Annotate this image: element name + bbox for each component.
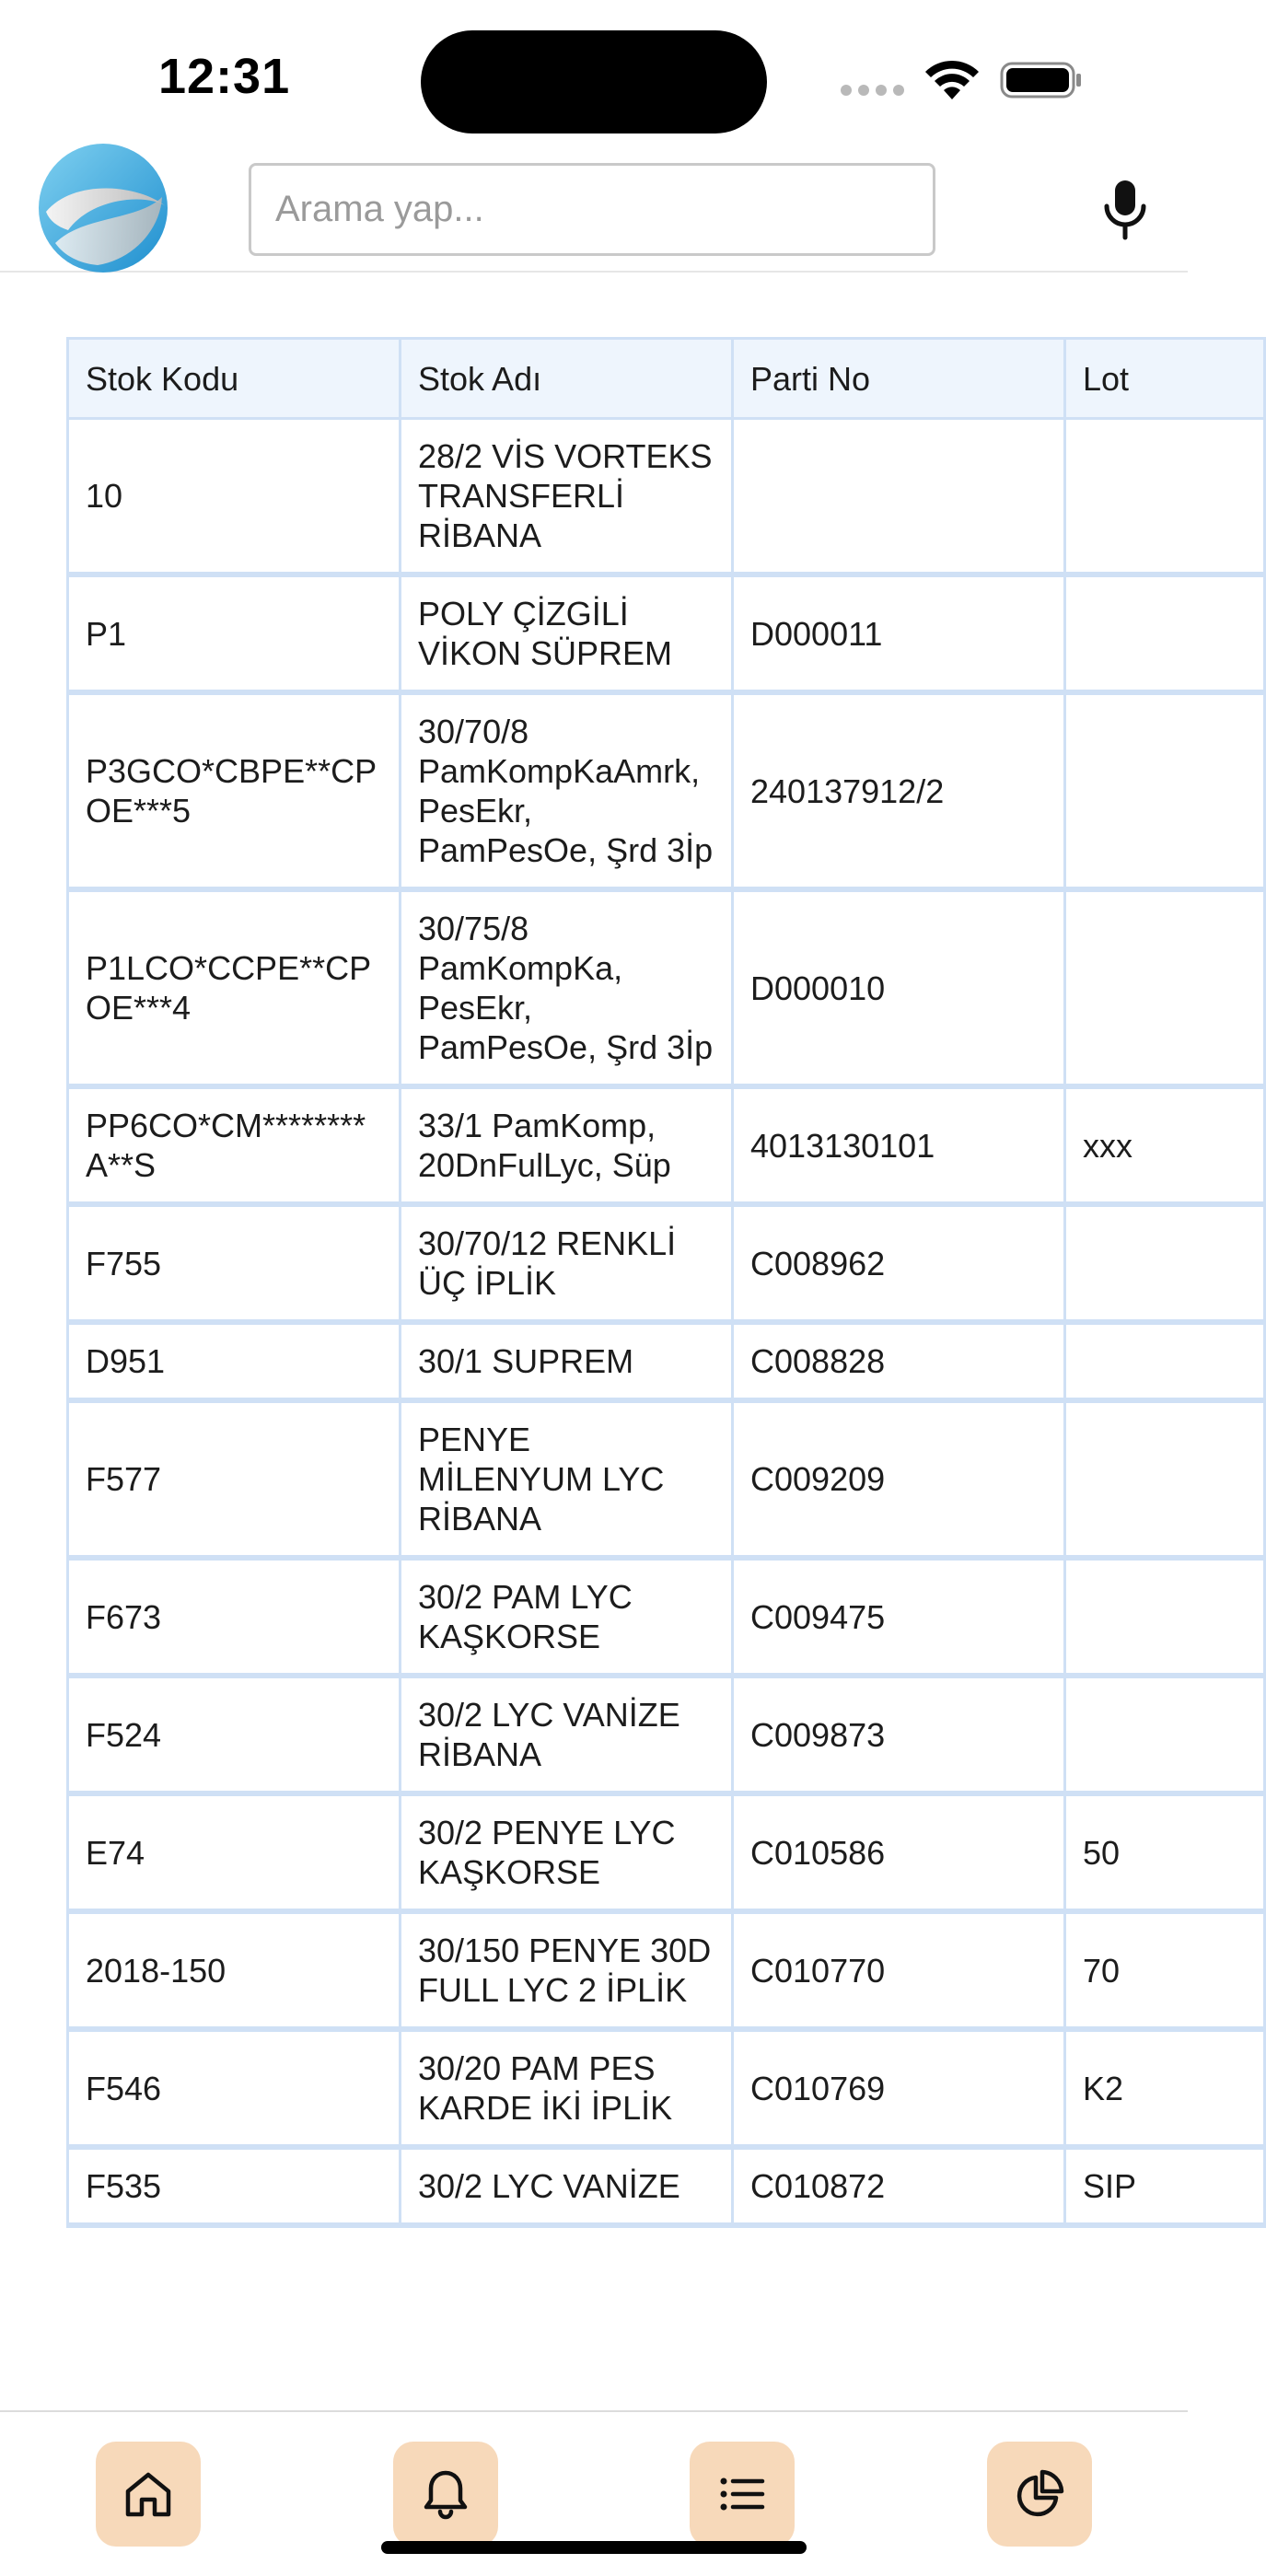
cell-batch-no: C009209: [733, 1400, 1065, 1558]
cell-batch-no: C010770: [733, 1911, 1065, 2029]
cell-stock-name: 33/1 PamKomp, 20DnFulLyc, Süp: [401, 1086, 733, 1204]
table-row[interactable]: [68, 1793, 1265, 1911]
cell-stock-name: 30/2 LYC VANİZE RİBANA: [401, 1676, 733, 1793]
cell-stock-code: 2018-150: [68, 1911, 401, 2029]
table-row[interactable]: [68, 2029, 1265, 2147]
cell-lot: [1065, 1400, 1265, 1558]
cell-stock-code: F546: [68, 2029, 401, 2147]
cell-batch-no: C009475: [733, 1558, 1065, 1676]
table-row[interactable]: [68, 1911, 1265, 2029]
cell-batch-no: C008828: [733, 1322, 1065, 1400]
cell-stock-name: 28/2 VİS VORTEKS TRANSFERLİ RİBANA: [401, 419, 733, 575]
stock-table: [66, 337, 1266, 2228]
cell-lot: [1065, 1204, 1265, 1322]
cell-batch-no: 240137912/2: [733, 692, 1065, 889]
bell-icon: [418, 2466, 473, 2522]
cell-stock-name: 30/2 PAM LYC KAŞKORSE: [401, 1558, 733, 1676]
cell-stock-code: F673: [68, 1558, 401, 1676]
cell-stock-code: E74: [68, 1793, 401, 1911]
cell-stock-code: P1LCO*CCPE**CPOE***4: [68, 889, 401, 1086]
status-time: 12:31: [158, 49, 291, 104]
cell-lot: [1065, 574, 1265, 692]
cell-stock-code: PP6CO*CM********A**S: [68, 1086, 401, 1204]
table-row[interactable]: [68, 1086, 1265, 1204]
cell-batch-no: 4013130101: [733, 1086, 1065, 1204]
cell-lot: [1065, 692, 1265, 889]
table-row[interactable]: [68, 419, 1265, 575]
wifi-icon: [923, 59, 981, 101]
column-header-lot[interactable]: Lot: [1065, 339, 1265, 419]
cell-stock-name: POLY ÇİZGİLİ VİKON SÜPREM: [401, 574, 733, 692]
cell-lot: [1065, 1322, 1265, 1400]
battery-icon: [1000, 61, 1083, 99]
pie-chart-icon: [1012, 2466, 1067, 2522]
cell-batch-no: D000010: [733, 889, 1065, 1086]
cell-batch-no: C008962: [733, 1204, 1065, 1322]
column-header-stock-name[interactable]: Stok Adı: [401, 339, 733, 419]
cell-stock-name: 30/75/8 PamKompKa, PesEkr, PamPesOe, Şrd 3İp: [401, 889, 733, 1086]
cell-stock-name: 30/20 PAM PES KARDE İKİ İPLİK: [401, 2029, 733, 2147]
cellular-signal-icon: [841, 85, 905, 98]
cell-batch-no: D000011: [733, 574, 1065, 692]
cell-lot: [1065, 419, 1265, 575]
column-header-stock-code[interactable]: Stok Kodu: [68, 339, 401, 419]
tab-list[interactable]: [690, 2442, 795, 2547]
tab-home[interactable]: [96, 2442, 201, 2547]
cell-lot: 50: [1065, 1793, 1265, 1911]
table-row[interactable]: [68, 1676, 1265, 1793]
app-logo: [37, 142, 169, 274]
cell-lot: [1065, 1558, 1265, 1676]
cell-lot: xxx: [1065, 1086, 1265, 1204]
cell-stock-code: F577: [68, 1400, 401, 1558]
stock-table-container[interactable]: [66, 337, 1137, 2318]
cell-batch-no: C010586: [733, 1793, 1065, 1911]
status-bar: [0, 0, 1188, 147]
dynamic-island: [421, 30, 767, 133]
table-row[interactable]: [68, 574, 1265, 692]
cell-lot: [1065, 889, 1265, 1086]
tab-notifications[interactable]: [393, 2442, 498, 2547]
list-icon: [714, 2466, 770, 2522]
cell-batch-no: C010872: [733, 2147, 1065, 2225]
cell-stock-code: F524: [68, 1676, 401, 1793]
cell-batch-no: C009873: [733, 1676, 1065, 1793]
cell-stock-name: 30/1 SUPREM: [401, 1322, 733, 1400]
cell-stock-code: F755: [68, 1204, 401, 1322]
cell-lot: 70: [1065, 1911, 1265, 2029]
cell-stock-name: 30/70/8 PamKompKaAmrk, PesEkr, PamPesOe, Şrd 3İp: [401, 692, 733, 889]
table-row[interactable]: [68, 1204, 1265, 1322]
search-input[interactable]: [249, 163, 935, 256]
table-row[interactable]: [68, 2147, 1265, 2225]
table-row[interactable]: [68, 1322, 1265, 1400]
tab-reports[interactable]: [987, 2442, 1092, 2547]
microphone-icon[interactable]: [1101, 179, 1149, 239]
cell-stock-code: F535: [68, 2147, 401, 2225]
cell-stock-name: 30/2 LYC VANİZE: [401, 2147, 733, 2225]
table-row[interactable]: [68, 1558, 1265, 1676]
cell-stock-code: P1: [68, 574, 401, 692]
column-header-batch-no[interactable]: Parti No: [733, 339, 1065, 419]
cell-batch-no: C010769: [733, 2029, 1065, 2147]
table-row[interactable]: [68, 692, 1265, 889]
table-header-row: [68, 339, 1265, 419]
cell-stock-name: 30/2 PENYE LYC KAŞKORSE: [401, 1793, 733, 1911]
cell-batch-no: [733, 419, 1065, 575]
home-icon: [121, 2466, 176, 2522]
table-row[interactable]: [68, 1400, 1265, 1558]
cell-stock-code: D951: [68, 1322, 401, 1400]
cell-stock-name: 30/150 PENYE 30D FULL LYC 2 İPLİK: [401, 1911, 733, 2029]
cell-stock-code: 10: [68, 419, 401, 575]
home-indicator: [381, 2541, 807, 2554]
table-row[interactable]: [68, 889, 1265, 1086]
cell-lot: K2: [1065, 2029, 1265, 2147]
cell-lot: SIP: [1065, 2147, 1265, 2225]
cell-stock-name: 30/70/12 RENKLİ ÜÇ İPLİK: [401, 1204, 733, 1322]
cell-stock-name: PENYE MİLENYUM LYC RİBANA: [401, 1400, 733, 1558]
cell-lot: [1065, 1676, 1265, 1793]
cell-stock-code: P3GCO*CBPE**CPOE***5: [68, 692, 401, 889]
